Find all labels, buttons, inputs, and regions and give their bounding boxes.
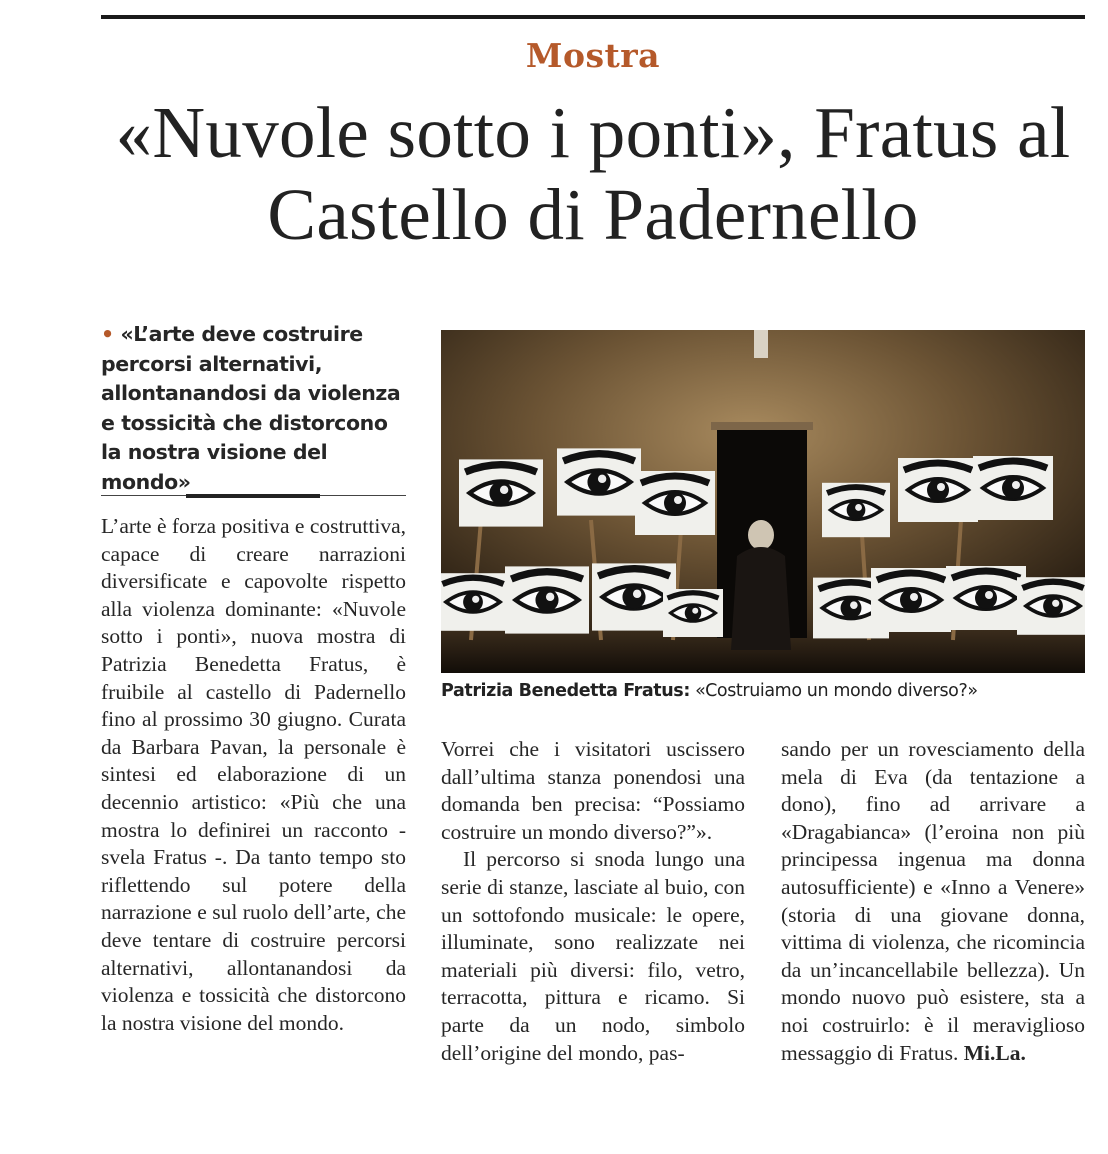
top-rule [101,15,1085,19]
author-signature: Mi.La. [963,1040,1026,1065]
paragraph: Il percorso si snoda lungo una serie di stanze, lasciate al buio, con un sottofondo musicale: le opere, illuminate, sono realizzate nei materiali più diversi: filo, vetro, terracotta, pittura e ricamo. Si parte da un nodo, simbolo dell’origine del mondo, pas- [441,847,745,1065]
bullet-icon: • [101,322,114,346]
pull-quote-divider-accent [186,494,320,498]
pull-quote [101,320,406,497]
paragraph: Vorrei che i visitatori uscissero dall’ultima stanza ponendosi una domanda ben precisa: “Possiamo costruire un mondo diverso?”». [441,737,745,844]
headline: «Nuvole sotto i ponti», Fratus al Castello di Padernello [115,92,1071,255]
photo-caption [441,681,1101,701]
paragraph-text: sando per un rovesciamento della mela di Eva (da tentazione a dono), fino ad arrivare a «Dragabianca» (l’eroina non più principessa ingenua ma donna autosufficiente) e «Inno a Venere» (storia di una giovane donna, vittima di violenza, che ricomincia da un’incancellabile bellezza). Un mondo nuovo può esistere, sta a noi costruirlo: è il meraviglioso messaggio di Fratus. [781,737,1085,1065]
caption-quote: «Costruiamo un mondo diverso?» [695,681,978,701]
section-kicker: Mostra [525,36,661,75]
pull-quote-text: «L’arte deve costruire percorsi alternativi, allontanandosi da violenza e tossicità che distorcono la nostra visione del mondo» [101,322,401,494]
article-column-3 [781,736,1085,1067]
caption-name: Patrizia Benedetta Fratus: [441,681,690,701]
paragraph: L’arte è forza positiva e costruttiva, capace di creare narrazioni diversificate e capovolte rispetto alla violenza dominante: «Nuvole sotto i ponti», nuova mostra di Patrizia Benedetta Fratus, è fruibile al castello di Padernello fino al prossimo 30 giugno. Curata da Barbara Pavan, la personale è sintesi ed elaborazione di un decennio artistico: «Più che una mostra lo definirei un racconto - svela Fratus -. Da tanto tempo sto riflettendo sul potere della narrazione e sul ruolo dell’arte, che deve tentare di costruire percorsi alternativi, allontanandosi da violenza e tossicità che distorcono la nostra visione del mondo. [101,514,406,1035]
exhibition-photo [441,330,1085,673]
article-column-1 [101,513,406,1037]
paragraph [781,736,1085,1067]
article-column-2 [441,736,745,1067]
